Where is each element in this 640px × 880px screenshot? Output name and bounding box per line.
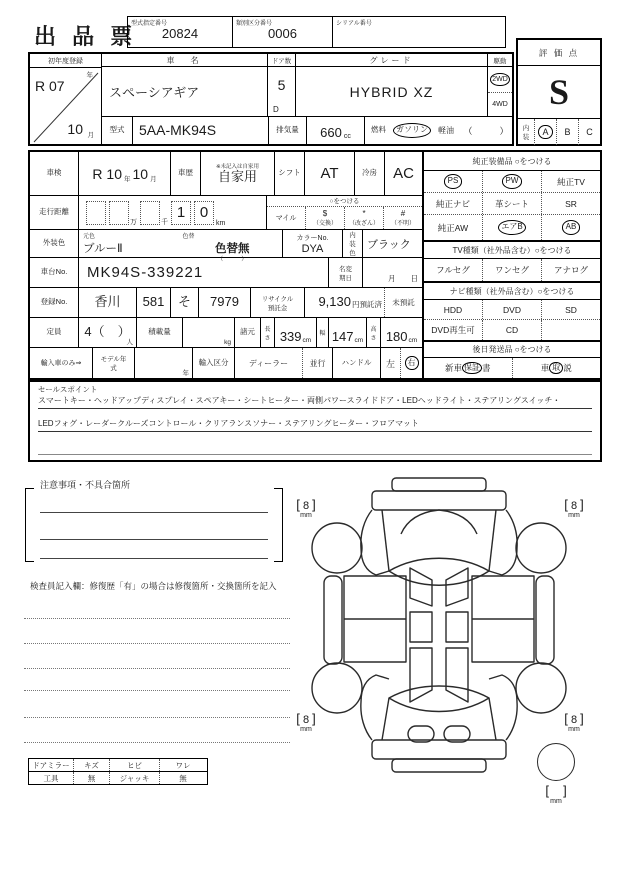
equip-sr: SR (541, 193, 600, 214)
length-label: 長さ (264, 326, 271, 342)
model-value: 5AA-MK94S (139, 121, 217, 138)
sales-line-1: スマートキー・ヘッドアップディスプレイ・スペアキー・シートヒーター・両側パワースライドドア・LEDヘッドライト・ステアリングスイッチ・ (38, 392, 592, 409)
color-change-paren: （ ） (217, 257, 248, 263)
drive-header: 駆動 (488, 54, 512, 67)
fuel-paren: （ ） (463, 126, 509, 136)
color-row (30, 230, 422, 263)
model-label: 型式 (109, 125, 125, 135)
field-value: 20824 (161, 26, 199, 41)
rename-date-value: 月 日 (388, 274, 418, 283)
handle-right: 右 (405, 356, 419, 371)
page-title: 出 品 票 (34, 24, 138, 49)
drive-value (488, 67, 512, 116)
handle-left: 左 (385, 358, 395, 369)
load-label: 積載量 (148, 327, 171, 337)
scratch-label: キズ (73, 759, 109, 771)
chassis-value: MK94S-339221 (87, 264, 204, 281)
field-label: 類別区分番号 (236, 21, 273, 27)
sales-line-2: LEDフォグ・レーダークルーズコントロール・クリアランスソナー・ステアリングヒーター・フロアマット (38, 413, 592, 432)
navi-cd: CD (482, 320, 541, 340)
drive-4wd: 4WD (492, 101, 508, 108)
score-value: S (548, 72, 570, 112)
color-no: カラーNo. DYA (282, 230, 342, 257)
inspector-dotted-line-5 (24, 717, 290, 718)
length-value: 339 cm (274, 318, 316, 347)
field-model-designation-no (127, 16, 233, 48)
score-title: 評 価 点 (518, 40, 600, 66)
capacity-row (30, 318, 422, 348)
chassis-row (30, 258, 422, 288)
width-value: 147 cm (328, 318, 366, 347)
color-change-value: 色替無 (215, 243, 250, 255)
recycle-alt: 未預託 (392, 298, 415, 307)
ship-later-row (424, 358, 600, 378)
grade-header: グレード (296, 54, 488, 67)
equip-ps: PS (424, 171, 482, 192)
inspector-dotted-line-6 (24, 742, 290, 743)
sales-points-box (28, 380, 602, 462)
ac-value: AC (393, 165, 414, 182)
tread-rear-right: [ 8 ] mm (564, 711, 584, 734)
field-label: シリアル番号 (336, 21, 372, 27)
equip-abs: AB (541, 215, 600, 240)
height-label: 高さ (370, 326, 377, 342)
orig-color-value: ブルーⅡ (83, 243, 123, 255)
navi-dvd: DVD (482, 300, 541, 319)
chassis-label: 車台No. (40, 267, 68, 277)
shift-label: シフト (278, 168, 301, 178)
equip-pw: PW (482, 171, 541, 192)
first-registration-cell (30, 54, 102, 144)
doors-value: 5 D (268, 67, 296, 116)
notes-line-1 (40, 512, 268, 513)
rename-date-label: 名変期日 (339, 265, 352, 282)
inspector-dotted-line-2 (24, 643, 290, 644)
capacity-value: 4（ ） 人 (78, 318, 136, 347)
sales-points-label: セールスポイント (38, 385, 98, 394)
first-reg-month: 10 (67, 121, 83, 137)
first-reg-era: R 07 (35, 78, 65, 94)
recycle-value: 9,130 円預託済 (304, 288, 384, 317)
mileage-label: 走行距離 (39, 207, 69, 217)
car-top-view-diagram (308, 476, 570, 774)
inspector-dotted-line-4 (24, 690, 290, 691)
top-id-fields (127, 16, 506, 48)
displacement-label: 排気量 (276, 125, 299, 135)
navi-blank (541, 320, 600, 340)
regno-row (30, 288, 422, 318)
mark-tampered: * （改ざん） (344, 207, 383, 229)
ship-later-header: 後日発送品 ○をつける (424, 340, 600, 358)
history-value: ※未記入は自家用 自家用 (200, 152, 274, 195)
shaken-label: 車検 (46, 168, 62, 178)
ship-manual: 車 取 説 (512, 358, 601, 378)
interior-grade-a: A (534, 119, 556, 145)
grade-value: HYBRID XZ (296, 67, 488, 116)
equip-airbag: エアB (482, 215, 541, 240)
tread-front-right: [ 8 ] mm (564, 497, 584, 520)
equip-row-2 (424, 193, 600, 215)
field-value: 0006 (268, 26, 297, 41)
load-value: kg (182, 318, 234, 347)
regno-class: 581 (142, 294, 165, 310)
table-row (29, 772, 207, 784)
door-mirror-label: ドアミラー (32, 760, 70, 770)
fuel-diesel: 軽油 (438, 126, 454, 135)
crack-label: ヒビ (109, 759, 159, 771)
interior-color-label: 内装色 (349, 232, 356, 257)
shaken-value: R 10 年 10 月 (78, 152, 170, 195)
recycle-label: リサイクル預託金 (261, 295, 294, 312)
equip-aw: 純正AW (437, 222, 469, 233)
regno-kana: そ (177, 294, 191, 310)
equip-tv: 純正TV (541, 171, 600, 192)
history-label: 車歴 (178, 168, 193, 178)
height-value: 180 cm (380, 318, 422, 347)
tv-analog: アナログ (541, 259, 600, 281)
orig-color-label: 元色 (83, 234, 96, 240)
import-dealer: ディーラー (248, 358, 289, 368)
year-unit: 年 (86, 72, 93, 79)
import-only-label: 輸入車のみ⇒ (40, 360, 82, 367)
import-class-label: 輸入区分 (198, 357, 229, 367)
mark-mile: マイル (275, 215, 297, 222)
first-registration-label: 初年度登録 (30, 54, 101, 68)
inspector-dotted-line-3 (24, 668, 290, 669)
interior-grade-row (518, 118, 600, 145)
equipment-panel (422, 152, 600, 378)
displacement-value: 660 cc (306, 117, 364, 144)
notes-bracket-left (25, 488, 34, 562)
equip-header: 純正装備品 ○をつける (424, 152, 600, 171)
interior-grade-c: C (578, 119, 600, 145)
import-row (30, 348, 422, 378)
equip-navi: 純正ナビ (435, 198, 470, 209)
ship-warranty-book: 新車 保証 書 (444, 362, 491, 373)
inspector-note: 検査員記入欄：修復歴「有」の場合は修復箇所・交換箇所を記入 (30, 581, 277, 591)
tv-fullseg: フルセグ (436, 265, 470, 275)
model-displacement-row (102, 116, 512, 144)
interior-color-value: ブラック (367, 238, 411, 251)
notes-line-3 (40, 558, 268, 559)
color-values (78, 230, 282, 263)
shift-value: AT (320, 165, 339, 182)
inspection-row (30, 152, 422, 196)
navi-row-2 (424, 320, 600, 340)
score-box (516, 38, 602, 146)
jack-label: ジャッキ (109, 772, 159, 784)
field-label: 型式指定番号 (131, 21, 168, 27)
width-label: 幅 (319, 331, 326, 337)
capacity-label: 定員 (46, 327, 62, 337)
break-label: ワレ (159, 759, 206, 771)
inspector-dotted-line-1 (24, 618, 290, 619)
spare-tire-circle (537, 743, 575, 781)
spec-label: 諸元 (240, 327, 255, 337)
navi-dvd-play: DVD再生可 (431, 325, 475, 335)
mark-exchange: $ （交換） (305, 207, 344, 229)
import-parallel: 並行 (309, 358, 326, 368)
car-name-header: 車 名 (102, 54, 268, 67)
tread-rear-left: [ 8 ] mm (296, 711, 316, 734)
model-year-value: 年 (134, 348, 192, 378)
notes-line-2 (40, 539, 268, 540)
tv-oneseg: ワンセグ (482, 259, 541, 281)
mileage-row (30, 196, 422, 230)
tool-label: 工具 (43, 773, 59, 783)
break-value: 無 (159, 772, 206, 784)
regno-area: 香川 (94, 294, 121, 310)
ac-label: 冷房 (362, 168, 377, 178)
equip-row-1 (424, 171, 600, 193)
tv-type-header: TV種類（社外品含む）○をつける (424, 240, 600, 259)
month-unit: 月 (87, 132, 94, 139)
handle-label: ハンドル (341, 357, 372, 367)
equip-row-3 (424, 215, 600, 240)
fuel-label: 燃料 (371, 125, 386, 135)
mark-unknown: # （不明） (383, 207, 422, 229)
navi-row-1 (424, 300, 600, 320)
doors-header: ドア数 (268, 54, 296, 67)
navi-hdd: HDD (443, 304, 463, 315)
tv-type-row (424, 259, 600, 281)
regno-number: 7979 (210, 294, 239, 310)
marks-cells (267, 207, 422, 229)
interior-grade-label: 内装 (522, 125, 530, 141)
mileage-marks (266, 196, 422, 229)
model-year-label: モデル年式 (100, 356, 127, 372)
regno-label: 登録No. (40, 297, 68, 307)
doors-unit: D (273, 105, 279, 114)
interior-grade-b: B (556, 119, 578, 145)
notes-label: 注意事項・不具合箇所 (40, 480, 131, 490)
sales-line-3 (38, 436, 592, 455)
table-row (29, 759, 207, 772)
fuel-gasoline: ガソリン (393, 123, 431, 138)
field-class-division-no (233, 16, 333, 48)
displacement-unit: cc (343, 133, 351, 140)
navi-sd: SD (541, 300, 600, 319)
color-change-label: 色替 (182, 234, 195, 240)
field-serial-no (333, 16, 506, 48)
mirror-tool-table (28, 758, 208, 785)
navi-type-header: ナビ種類（社外品含む）○をつける (424, 281, 600, 300)
first-registration-value (30, 68, 101, 145)
tread-front-left: [ 8 ] mm (296, 497, 316, 520)
marks-header: ○をつける (267, 196, 422, 207)
scratch-value: 無 (73, 772, 109, 784)
drive-2wd: 2WD (490, 73, 510, 86)
tread-spare: [ ] mm (545, 783, 567, 806)
exterior-color-label: 外装色 (42, 238, 66, 248)
equip-leather: 革シート (482, 193, 541, 214)
mileage-value: 万 千 1 0 km (78, 196, 266, 229)
car-name-value: スペーシアギア (102, 67, 268, 116)
notes-bracket-right (274, 488, 283, 562)
